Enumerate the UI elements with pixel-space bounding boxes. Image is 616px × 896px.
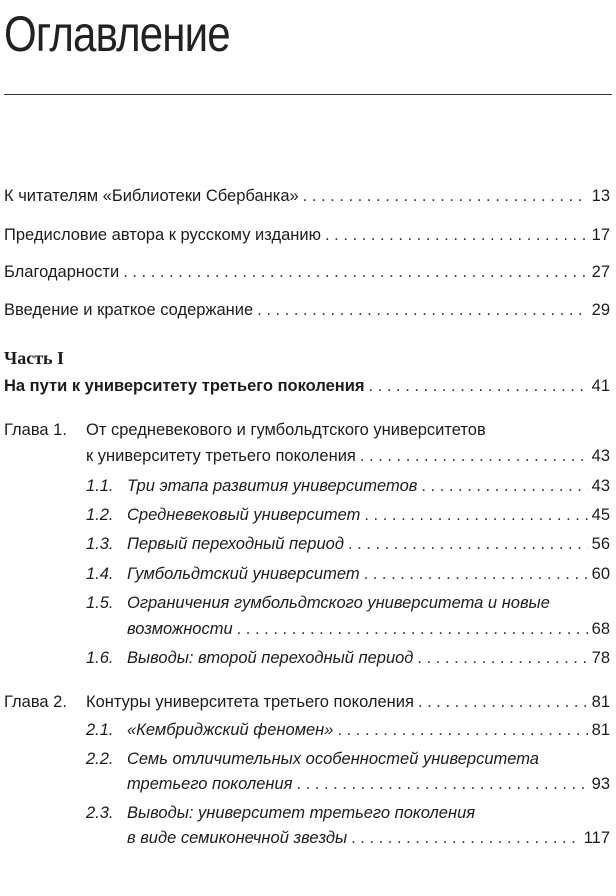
toc-entry-page: 27 [591, 263, 610, 281]
leader-dots [296, 774, 587, 794]
leader-dots [237, 619, 588, 639]
toc-entry-label: Благодарности [4, 263, 120, 281]
toc-entry-section-1-1[interactable] [127, 476, 610, 496]
toc-entry-introduction[interactable] [4, 300, 610, 320]
section-title-line1: Ограничения гумбольдтского университета и новые [127, 594, 550, 612]
toc-entry-page: 45 [591, 506, 610, 524]
chapter-title-line1: От средневекового и гумбольдтского университетов [86, 421, 486, 439]
part-title: На пути к университету третьего поколения [4, 377, 365, 395]
section-title: Выводы: второй переходный период [127, 649, 414, 667]
toc-entry-page: 29 [591, 301, 610, 319]
section-title-line2: в виде семиконечной звезды [127, 829, 348, 847]
leader-dots [337, 720, 587, 740]
page-title: Оглавление [4, 6, 230, 62]
chapter-label: Глава 2. [4, 693, 67, 711]
toc-entry-page: 43 [591, 447, 610, 465]
section-number: 1.2. [86, 506, 114, 524]
toc-entry-label: Предисловие автора к русскому изданию [4, 226, 321, 244]
leader-dots [123, 262, 587, 282]
toc-entry-page: 81 [591, 693, 610, 711]
section-title: Первый переходный период [127, 535, 344, 553]
toc-entry-page: 117 [583, 829, 610, 847]
toc-entry-label: Введение и краткое содержание [4, 301, 254, 319]
chapter-title: Контуры университета третьего поколения [86, 693, 414, 711]
toc-entry-page: 17 [591, 226, 610, 244]
toc-entry-section-2-2[interactable] [127, 774, 610, 794]
title-divider [4, 94, 612, 95]
toc-entry-section-1-4[interactable] [127, 564, 610, 584]
toc-entry-section-1-2[interactable] [127, 505, 610, 525]
section-title: «Кембриджский феномен» [127, 721, 334, 739]
leader-dots [351, 828, 580, 848]
toc-entry-section-1-3[interactable] [127, 534, 610, 554]
toc-entry-acknowledgements[interactable] [4, 262, 610, 282]
toc-entry-section-1-5[interactable] [127, 619, 610, 639]
leader-dots [364, 505, 587, 525]
toc-entry-part1[interactable] [4, 376, 610, 396]
leader-dots [421, 476, 587, 496]
section-number: 2.2. [86, 750, 114, 768]
toc-entry-page: 56 [591, 535, 610, 553]
toc-entry-page: 43 [591, 477, 610, 495]
toc-entry-page: 81 [591, 721, 610, 739]
toc-entry-page: 60 [591, 565, 610, 583]
section-title-line1: Выводы: университет третьего поколения [127, 804, 476, 822]
chapter-label: Глава 1. [4, 421, 67, 439]
section-title-line2: возможности [127, 620, 233, 638]
leader-dots [303, 186, 588, 206]
leader-dots [325, 225, 588, 245]
toc-entry-page: 13 [591, 187, 610, 205]
section-number: 2.3. [86, 804, 114, 822]
toc-entry-chapter2[interactable] [86, 692, 610, 712]
leader-dots [418, 692, 588, 712]
section-number: 1.5. [86, 594, 114, 612]
toc-entry-label: К читателям «Библиотеки Сбербанка» [4, 187, 299, 205]
section-number: 1.1. [86, 477, 114, 495]
part-label: Часть I [4, 348, 65, 368]
toc-entry-chapter1[interactable] [86, 446, 610, 466]
section-number: 2.1. [86, 721, 114, 739]
section-title-line2: третьего поколения [127, 775, 293, 793]
toc-entry-section-1-6[interactable] [127, 648, 610, 668]
leader-dots [348, 534, 588, 554]
toc-entry-section-2-3[interactable] [127, 828, 610, 848]
section-title-line1: Семь отличительных особенностей университета [127, 750, 539, 768]
chapter-title-line2: к университету третьего поколения [86, 447, 356, 465]
leader-dots [257, 300, 587, 320]
toc-entry-page: 68 [591, 620, 610, 638]
leader-dots [364, 564, 588, 584]
leader-dots [417, 648, 587, 668]
toc-entry-section-2-1[interactable] [127, 720, 610, 740]
section-number: 1.6. [86, 649, 114, 667]
section-title: Гумбольдтский университет [127, 565, 360, 583]
section-title: Три этапа развития университетов [127, 477, 418, 495]
toc-entry-to-readers[interactable] [4, 186, 610, 206]
toc-entry-page: 93 [591, 775, 610, 793]
section-title: Средневековый университет [127, 506, 361, 524]
toc-entry-preface[interactable] [4, 225, 610, 245]
toc-entry-page: 78 [591, 649, 610, 667]
section-number: 1.3. [86, 535, 114, 553]
leader-dots [360, 446, 588, 466]
section-number: 1.4. [86, 565, 114, 583]
toc-entry-page: 41 [591, 377, 610, 395]
leader-dots [369, 376, 588, 396]
